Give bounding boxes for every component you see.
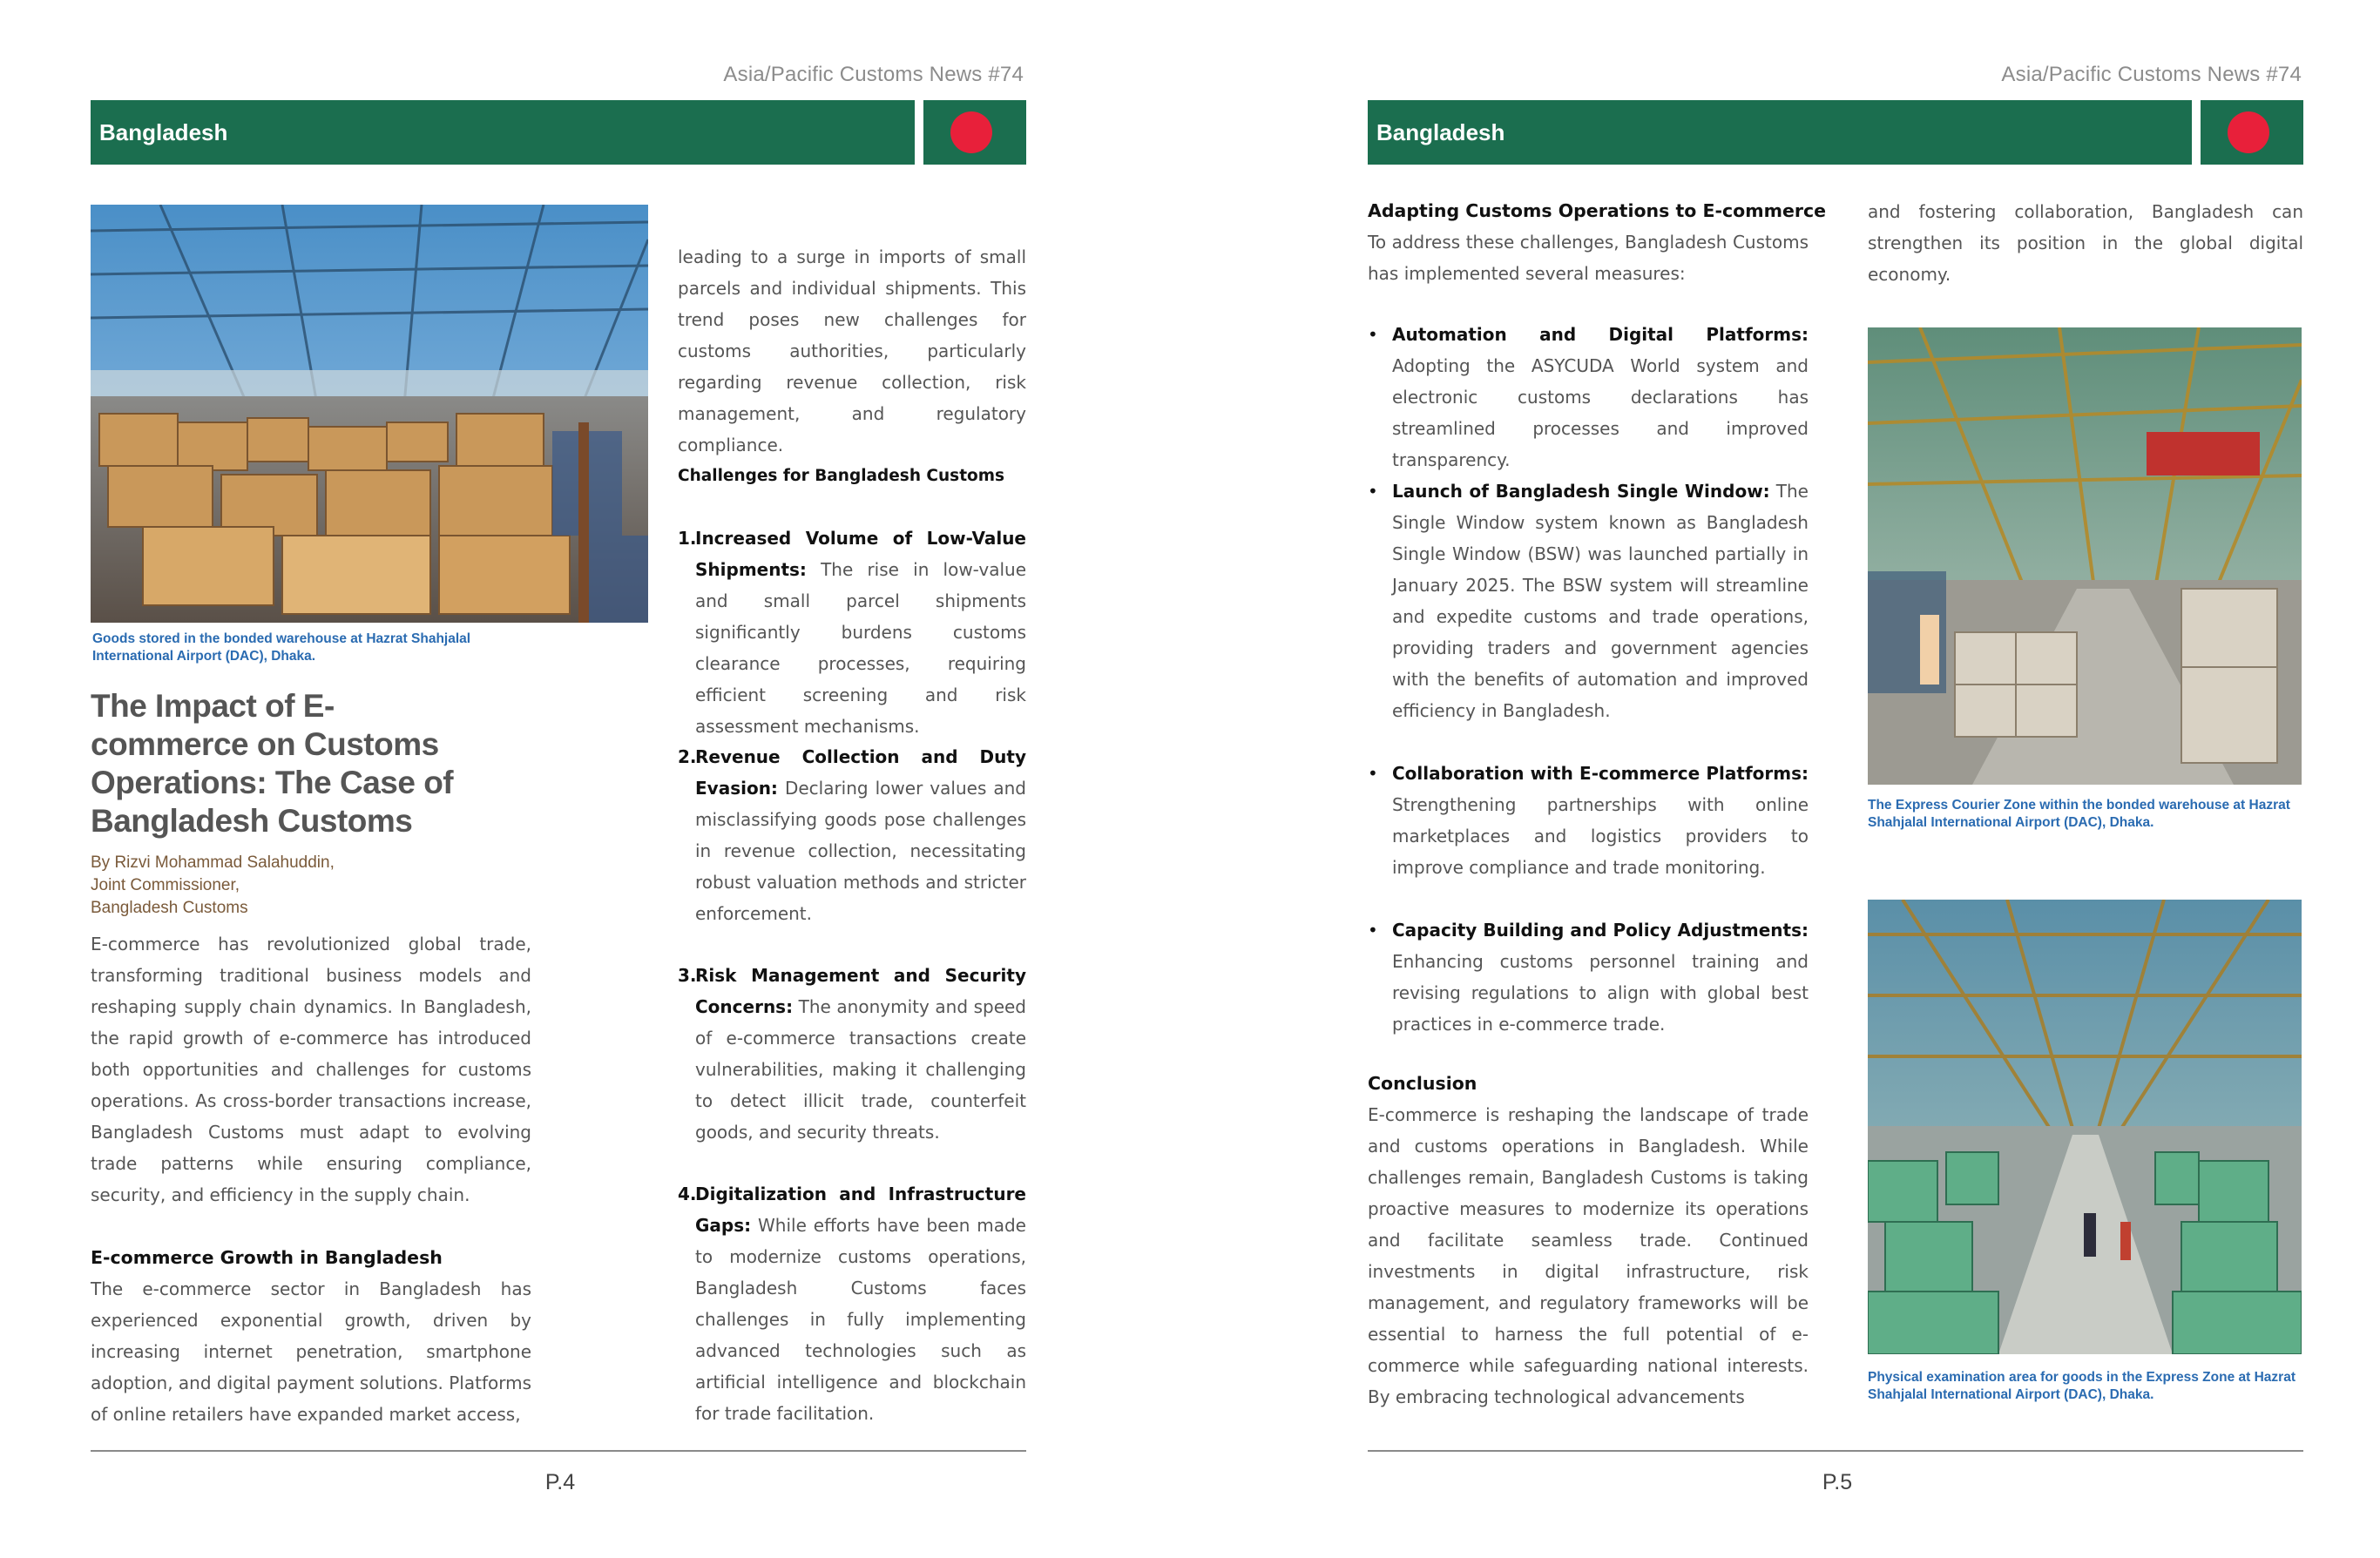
warehouse-photo-caption: Goods stored in the bonded warehouse at Hazrat Shahjalal International Airport (DAC), Dhaka. [92,631,471,664]
footer-rule-right [1368,1450,2303,1452]
measure-text: Strengthening partnerships with online marketplaces and logistics providers to improve compliance and trade monitoring. [1392,794,1809,878]
continued-paragraph-right: and fostering collaboration, Bangladesh can strengthen its position in the global digital economy. [1868,201,2303,285]
measure-label: Collaboration with E-commerce Platforms: [1392,763,1809,784]
publication-header-left: Asia/Pacific Customs News #74 [723,63,1024,86]
article-title: The Impact of E-commerce on Customs Operations: The Case of Bangladesh Customs [91,688,454,839]
challenge-label: Increased Volume of Low-Value Shipments: [695,528,1026,580]
measure-item [1368,319,1809,475]
express-courier-caption: The Express Courier Zone within the bonded warehouse at Hazrat Shahjalal International Airport (DAC), Dhaka. [1868,798,2290,830]
conclusion-paragraph: E-commerce is reshaping the landscape of trade and customs operations in Bangladesh. While challenges remain, Bangladesh Customs is taking proactive measures to modernize its operations and facilitate seamless trade. Continued investments in digital infrastructure, risk management, and regulatory frameworks will be essential to harness the full potential of e-commerce while safeguarding national interests. By embracing technological advancements [1368,1104,1809,1407]
bangladesh-flag-left [923,100,1026,165]
bullet-icon: • [1368,324,1378,345]
examination-area-illustration [1868,900,2302,1354]
examination-area-caption: Physical examination area for goods in the Express Zone at Hazrat Shahjalal International Airport (DAC), Dhaka. [1868,1370,2295,1402]
challenge-item [678,741,1026,929]
challenge-number: 2. [678,746,697,767]
bangladesh-flag-right [2201,100,2303,165]
bullet-icon: • [1368,481,1378,502]
adapting-intro: To address these challenges, Bangladesh Customs has implemented several measures: [1368,232,1809,284]
conclusion-heading: Conclusion [1368,1073,1477,1094]
express-courier-illustration [1868,327,2302,785]
challenge-label: Digitalization and Infrastructure Gaps: [695,1184,1026,1236]
measure-item [1368,475,1809,726]
challenge-text: Declaring lower values and misclassifying goods pose challenges in revenue collection, necessitating robust valuation methods and stricter enforcement. [695,778,1026,924]
flag-disc [2228,111,2269,153]
warehouse-photo-illustration [91,205,648,623]
measure-item [1368,758,1809,883]
publication-header-right: Asia/Pacific Customs News #74 [2001,63,2302,86]
page-number-left: P.4 [544,1470,576,1494]
measure-label: Launch of Bangladesh Single Window: [1392,481,1770,502]
challenge-number: 3. [678,965,697,986]
measure-text: Adopting the ASYCUDA World system and electronic customs declarations has streamlined processes and improved transparency. [1392,355,1809,470]
challenge-item [678,523,1026,742]
challenge-text: While efforts have been made to modernize customs operations, Bangladesh Customs faces challenges in fully implementing advanced technologies such as artificial intelligence and blockchain for trade facilitation. [695,1215,1026,1424]
growth-heading: E-commerce Growth in Bangladesh [91,1247,443,1268]
challenge-label: Revenue Collection and Duty Evasion: [695,746,1026,799]
bullet-icon: • [1368,763,1378,784]
measure-label: Capacity Building and Policy Adjustments: [1392,920,1809,941]
express-courier-photo [1868,327,2302,785]
byline-name: By Rizvi Mohammad Salahuddin, [91,853,335,872]
measure-text: The Single Window system known as Bangladesh Single Window (BSW) was launched partially in January 2025. The BSW system will streamline and expedite customs and trade operations, providing traders and government agencies with the benefits of automation and improved efficiency in Bangladesh. [1392,481,1809,721]
challenge-text: The anonymity and speed of e-commerce transactions create vulnerabilities, making it challenging to detect illicit trade, counterfeit goods, and security threats. [695,996,1026,1143]
footer-rule-left [91,1450,1026,1452]
challenge-item [678,1178,1026,1429]
byline-role: Joint Commissioner, [91,876,240,894]
challenge-number: 1. [678,528,697,549]
challenge-text: The rise in low-value and small parcel shipments significantly burdens customs clearance processes, requiring efficient screening and risk assessment mechanisms. [695,559,1026,737]
flag-disc [950,111,992,153]
byline-org: Bangladesh Customs [91,899,248,917]
challenge-label: Risk Management and Security Concerns: [695,965,1026,1017]
challenges-heading: Challenges for Bangladesh Customs [678,467,1005,485]
measure-text: Enhancing customs personnel training and revising regulations to align with global best practices in e-commerce trade. [1392,951,1809,1035]
measure-label: Automation and Digital Platforms: [1392,324,1809,345]
warehouse-photo [91,205,648,623]
challenge-item [678,960,1026,1148]
measure-item [1368,914,1809,1040]
author-byline [91,852,439,920]
intro-paragraph: E-commerce has revolutionized global trade, transforming traditional business models and reshaping supply chain dynamics. In Bangladesh, the rapid growth of e-commerce has introduced both opportunities and challenges for customs operations. As cross-border transactions increase, Bangladesh Customs must adapt to evolving trade patterns while ensuring compliance, security, and efficiency in the supply chain. [91,934,531,1205]
country-banner-right: Bangladesh [1368,100,2192,165]
examination-area-photo [1868,900,2302,1354]
bullet-icon: • [1368,920,1378,941]
growth-paragraph: The e-commerce sector in Bangladesh has experienced exponential growth, driven by increasing internet penetration, smartphone adoption, and digital payment solutions. Platforms of online retailers have expanded market access, [91,1278,531,1425]
page-number-right: P.5 [1822,1470,1853,1494]
country-banner-left: Bangladesh [91,100,915,165]
challenge-number: 4. [678,1184,697,1204]
continued-paragraph-left: leading to a surge in imports of small parcels and individual shipments. This trend poses new challenges for customs authorities, particularly regarding revenue collection, risk management, and regulatory compliance. [678,246,1026,455]
adapting-heading: Adapting Customs Operations to E-commerce [1368,200,1827,221]
